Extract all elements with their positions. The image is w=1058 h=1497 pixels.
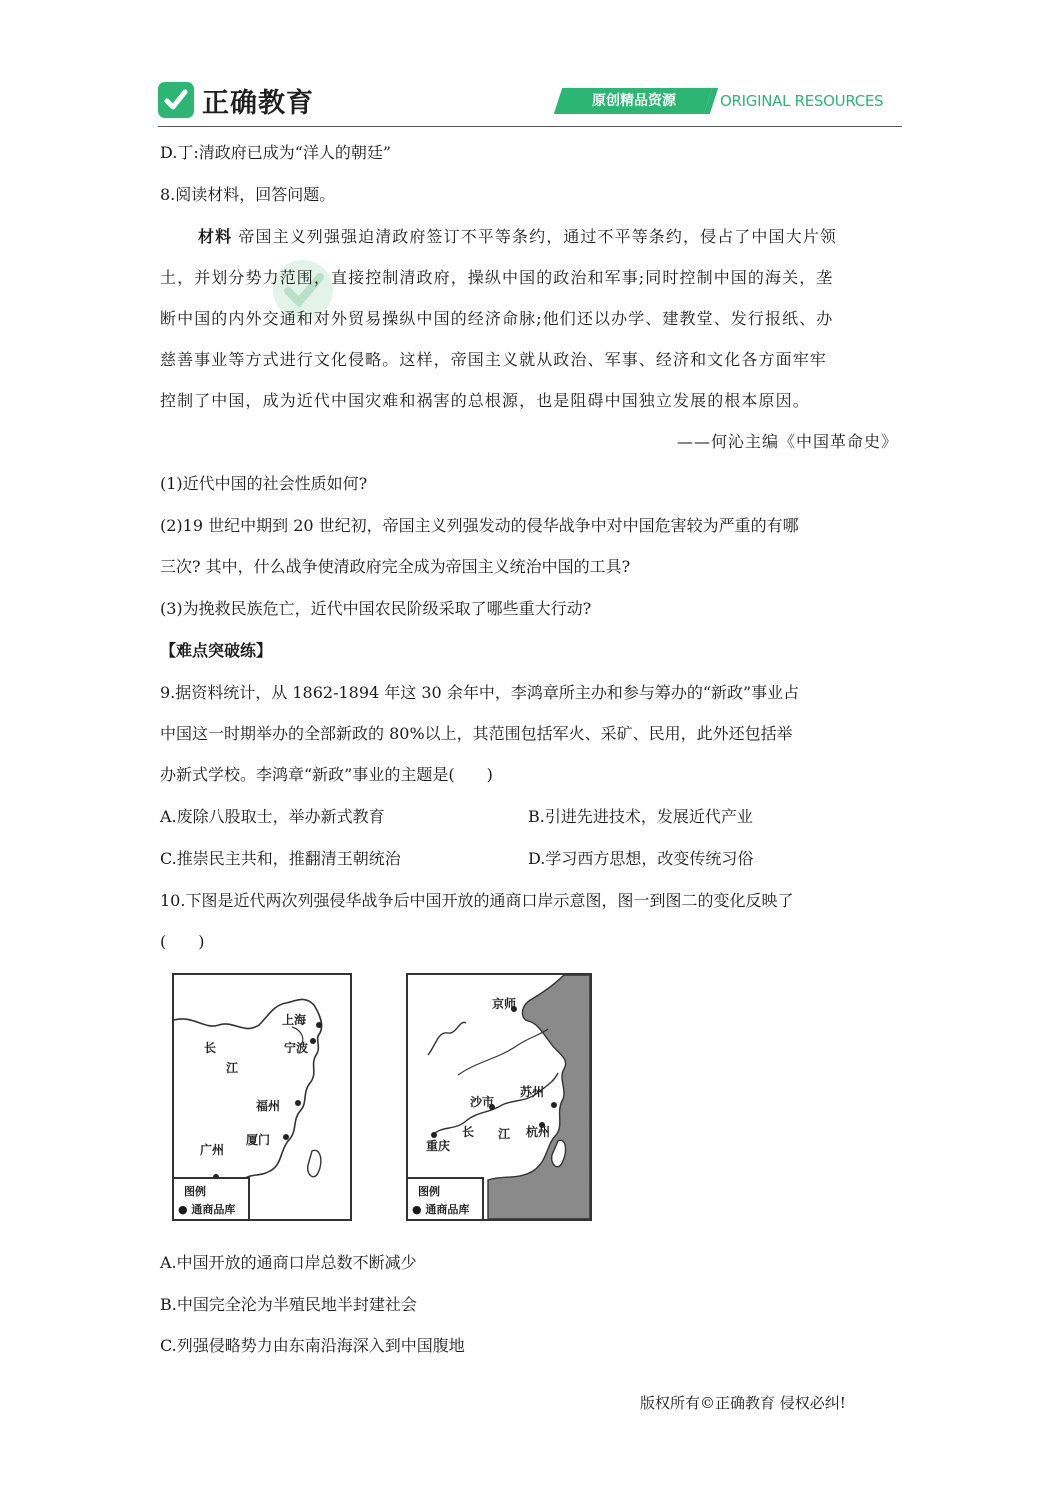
q9-option-c: C.推崇民主共和，推翻清王朝统治: [160, 849, 401, 868]
check-icon: [158, 82, 194, 118]
map1-legend: [174, 1177, 250, 1219]
q9-option-b: B.引进先进技术，发展近代产业: [528, 807, 753, 826]
material-line-5: 控制了中国，成为近代中国灾难和祸害的总根源，也是阻碍中国独立发展的根本原因。: [160, 391, 810, 410]
material-line-4: 慈善事业等方式进行文化侵略。这样，帝国主义就从政治、军事、经济和文化各方面牢牢: [160, 350, 827, 369]
map2-label-chongqing: 重庆: [426, 1139, 451, 1153]
banner-en: ORIGINAL RESOURCES: [720, 92, 884, 110]
q9-option-d: D.学习西方思想，改变传统习俗: [528, 849, 754, 868]
map1-label-guangzhou: 广州: [200, 1143, 225, 1157]
map2-label-chang: 长: [462, 1125, 475, 1139]
map2-label-shashi: 沙市: [470, 1095, 495, 1109]
material-label: 材料: [198, 227, 233, 246]
map1-label-shanghai: 上海: [282, 1013, 307, 1027]
map-figure-2: [406, 973, 592, 1221]
map2-legend-item: ● 通商品库: [412, 1203, 470, 1216]
map1-legend-item: ● 通商品库: [178, 1203, 236, 1216]
map1-label-chang: 长: [204, 1041, 217, 1055]
q10-option-c: C.列强侵略势力由东南沿海深入到中国腹地: [160, 1336, 465, 1355]
question-10a: 10.下图是近代两次列强侵华战争后中国开放的通商口岸示意图，图一到图二的变化反映了: [160, 891, 794, 910]
question-9b: 中国这一时期举办的全部新政的 80%以上，其范围包括军火、采矿、民用，此外还包括举: [160, 724, 793, 743]
map1-legend-title: 图例: [184, 1185, 206, 1198]
material-line-1: [198, 224, 837, 247]
section-heading: 【难点突破练】: [160, 641, 273, 660]
sub-question-3: (3)为挽救民族危亡，近代中国农民阶级采取了哪些重大行动?: [160, 599, 592, 618]
brand-logo: [158, 80, 314, 120]
map2-label-hangzhou: 杭州: [526, 1125, 551, 1139]
question-10b: ( ): [160, 932, 205, 951]
material-text-1: 帝国主义列强强迫清政府签订不平等条约，通过不平等条约，侵占了中国大片领: [238, 227, 837, 246]
option-d-prev: D.丁:清政府已成为“洋人的朝廷”: [160, 143, 392, 162]
header-rule: [158, 126, 902, 127]
map2-legend: [408, 1177, 484, 1219]
q9-option-a: A.废除八股取士，举办新式教育: [160, 807, 385, 826]
q10-option-a: A.中国开放的通商口岸总数不断减少: [160, 1253, 417, 1272]
map2-label-jiang: 江: [498, 1127, 511, 1141]
material-source: ——何沁主编《中国革命史》: [676, 432, 898, 451]
map2-label-jingshi: 京师: [492, 997, 517, 1011]
q10-option-b: B.中国完全沦为半殖民地半封建社会: [160, 1295, 417, 1314]
map1-label-xiamen: 厦门: [246, 1133, 271, 1147]
map1-label-fuzhou: 福州: [256, 1099, 281, 1113]
map1-label-ningbo: 宁波: [284, 1041, 309, 1055]
material-line-3: 断中国的内外交通和对外贸易操纵中国的经济命脉;他们还以办学、建教堂、发行报纸、办: [160, 309, 834, 328]
map2-legend-title: 图例: [418, 1185, 440, 1198]
map2-label-suzhou: 苏州: [520, 1085, 545, 1099]
material-line-2: 土，并划分势力范围，直接控制清政府，操纵中国的政治和军事;同时控制中国的海关，垄: [160, 268, 834, 287]
question-9c: 办新式学校。李鸿章“新政”事业的主题是( ): [160, 765, 493, 784]
brand-name: 正确教育: [202, 87, 314, 119]
banner-cn: 原创精品资源: [592, 93, 676, 109]
sub-question-2b: 三次? 其中，什么战争使清政府完全成为帝国主义统治中国的工具?: [160, 557, 631, 576]
question-8: 8.阅读材料，回答问题。: [160, 185, 336, 204]
question-9a: 9.据资料统计，从 1862-1894 年这 30 余年中，李鸿章所主办和参与筹办的“新政”事业占: [160, 683, 800, 702]
map1-label-jiang: 江: [226, 1061, 239, 1075]
sub-question-1: (1)近代中国的社会性质如何?: [160, 474, 368, 493]
sub-question-2a: (2)19 世纪中期到 20 世纪初，帝国主义列强发动的侵华战争中对中国危害较为严重的有哪: [160, 516, 799, 535]
footer-copyright: 版权所有©正确教育 侵权必纠!: [640, 1394, 846, 1412]
map-figure-1: [172, 973, 352, 1221]
